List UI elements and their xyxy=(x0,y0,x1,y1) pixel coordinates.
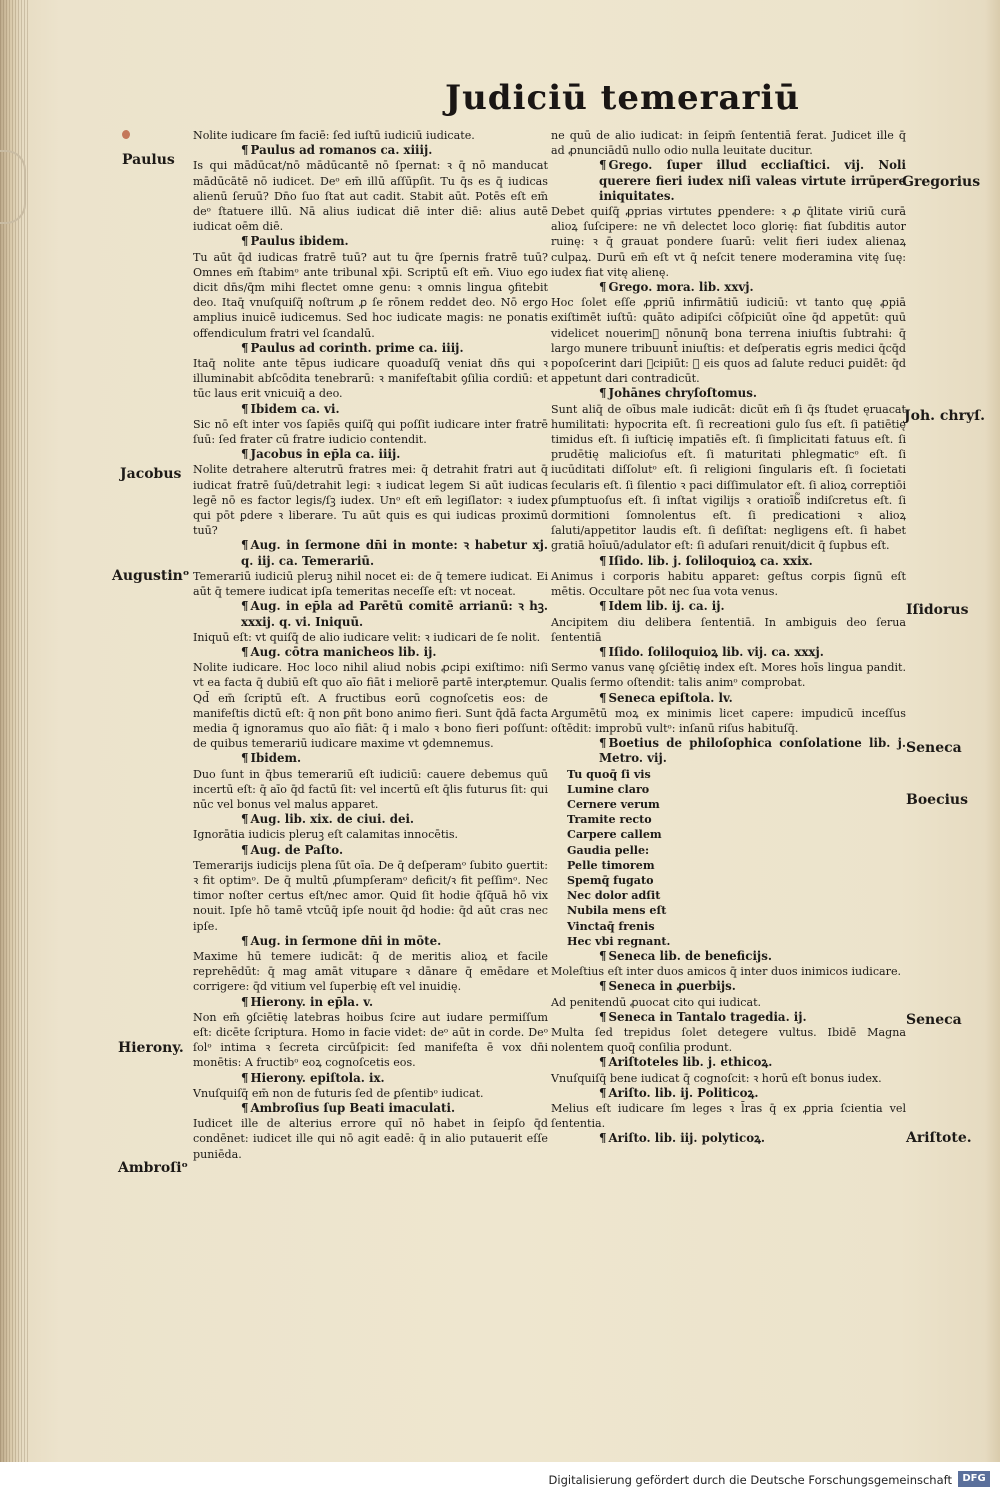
margin-note-augustinus: Augustinᵒ xyxy=(112,568,190,584)
text-paragraph: Melius eſt iudicare ſm leges ꝛ l̄ras q̄ ex ꝓpria ſcientia vel ſententia. xyxy=(551,1102,906,1131)
citation-heading: ¶ Aug. in ſermone dn̄i in mōte. xyxy=(193,934,548,949)
citation-heading: ¶ Seneca lib. de beneficijs. xyxy=(551,949,906,964)
page-title: Judiciū temerariū xyxy=(445,78,801,118)
text-paragraph: Sic nō eſt inter vos ſapiēs quiſq̄ qui poſſit iudicare inter fratrē ſuū: ſed frater cū fratre iudicio contendit. xyxy=(193,417,548,447)
text-paragraph: Hoc ſolet eſſe ꝓpriū infirmātiū iudiciū: vt tanto quę ꝓpiā exiſtimēt iuſtū: quāto adipiſci cōſpiciūt oīne q̄d appetūt: quū videlicet nouerim᷑ nōnunq̄ bona terrena iniuſtis ſubtrahi: q̄ largo munere tribuunt̄ iniuſtis: et deſperatis egris medici q̄cq̄d popoſcerint dari ꝯcipiūt: ꝛ eis quos ad ſalute reduci ꝑuidēt: q̄d appetunt dari contradicūt. xyxy=(551,296,906,386)
citation-heading: ¶ Seneca epiſtola. lv. xyxy=(551,691,906,706)
text-paragraph: Ad penitendū ꝓuocat cito qui iudicat. xyxy=(551,995,762,1009)
text-paragraph: Nolite iudicare ſm faciē: ſed iuſtū iudiciū iudicate. xyxy=(193,129,475,142)
margin-note-seneca-2: Seneca xyxy=(906,1012,962,1028)
citation-heading: ¶ Grego. mora. lib. xxvj. xyxy=(551,280,906,295)
citation-heading: ¶ Aug. in ſermone dn̄i in monte: ꝛ habetur xj. q. iij. ca. Temerariū. xyxy=(193,538,548,568)
citation-heading: ¶ Iſido. lib. j. ſoliloquioꝝ ca. xxix. xyxy=(551,554,906,569)
funding-credit: Digitalisierung gefördert durch die Deutsche Forschungsgemeinschaft xyxy=(548,1473,952,1487)
text-paragraph: Multa ſed trepidus ſolet detegere vultus. Ibidē Magna nolentem quoq̄ conſilia produnt. xyxy=(551,1025,906,1055)
text-paragraph: Debet quiſq̄ ꝓprias virtutes ꝑpendere: ꝛ ꝓ q̄litate viriū curā alioꝝ ſuſcipere: ne vn̄ delectet loco glorię: fiat ſubditis autor ruinę: ꝛ q̄ grauat pondere ſuarū: velit fieri iudex alienaꝝ culpaꝝ. Durū em̄ eſt vt q̄ neſcit tenere moderamina vitę ſuę: iudex fiat vitę alienę. xyxy=(551,205,906,279)
verse-line: Lumine claro xyxy=(567,782,650,796)
margin-note-paulus: Paulus xyxy=(122,152,175,168)
text-paragraph: Moleſtius eſt inter duos amicos q̄ inter duos inimicos iudicare. xyxy=(551,965,902,979)
margin-note-aristoteles: Ariſtote. xyxy=(906,1130,972,1146)
verse-line: Pelle timorem xyxy=(567,858,655,872)
text-paragraph: Vnuſquiſq̄ bene iudicat q̄ cognoſcit: ꝛ horū eſt bonus iudex. xyxy=(551,1071,882,1085)
text-paragraph: Is qui mādūcat/nō mādūcantē nō ſpernat: ꝛ q̄ nō manducat mādūcātē nō iudicet. Deᵒ em̄ illū aſſūpſit. Tu q̄s es q̄ iudicas alienū ſeruū? Dn̄o ſuo ſtat aut cadit. Stabit aūt. Potēs eſt em̄ deᵒ ſtatuere illū. Nā alius iudicat diē inter diē: alius autē iudicat oēm diē. xyxy=(193,159,548,234)
ink-spot xyxy=(122,130,130,139)
citation-heading: ¶ Jacobus in ep̄la ca. iiij. xyxy=(193,447,548,462)
citation-heading: ¶ Seneca in ꝓuerbijs. xyxy=(551,979,906,994)
text-paragraph: Animus i corporis habitu apparet: geſtus corꝑis ſignū eſt mētis. Occultare pōt nec ſua vota venus. xyxy=(551,569,906,599)
citation-heading: ¶ Grego. ſuper illud eccliaſtici. vij. Noli querere fieri iudex niſi valeas virtute irrūpere iniquitates. xyxy=(551,158,906,204)
text-paragraph: Argumētū moꝝ ex minimis licet capere: impudicū inceſſus oſtēdit: improbū vultᵒ: inſanū riſus habituſq̄. xyxy=(551,706,906,735)
text-paragraph: Nolite detrahere alterutrū fratres mei: q̄ detrahit fratri aut q̄ iudicat fratrē ſuū/detrahit legi: ꝛ iudicat legem Si aūt iudicas legē nō es factor legis/ſꝫ iudex. Unᵒ eſt em̄ legiſlator: ꝛ iudex qui pōt ꝑdere ꝛ liberare. Tu aūt quis es qui iudicas proximū tuū? xyxy=(193,463,548,538)
text-paragraph: Ignorātia iudicis pleruꝫ eſt calamitas innocētis. xyxy=(193,828,459,842)
text-paragraph: Iniquū eſt: vt quiſq̄ de alio iudicare velit: ꝛ iudicari de ſe nolit. xyxy=(193,630,541,644)
citation-heading: ¶ Ibidem. xyxy=(193,751,548,766)
text-paragraph: Sermo vanus vanę ꝯſciētię index eſt. Mores hoīs lingua pandit. Qualis ſermo oſtendit: talis animᵒ comprobat. xyxy=(551,661,906,690)
text-paragraph: Ancipitem diu delibera ſententiā. In ambiguis deo ſerua ſententiā xyxy=(551,615,906,644)
citation-heading: ¶ Ambroſius ſup Beati imaculati. xyxy=(193,1101,548,1116)
citation-heading: ¶ Ariſto. lib. ij. Politicoꝝ. xyxy=(551,1086,906,1101)
citation-heading: ¶ Aug. cōtra manicheos lib. ij. xyxy=(193,645,548,660)
citation-heading: ¶ Boetius de philoſophica conſolatione lib. j. Metro. vij. xyxy=(551,736,906,766)
text-paragraph: Non em̄ ꝯſciētię latebras hoibus ſcire aut iudare permiſſum eſt: dicēte ſcriptura. Homo in facie videt: deᵒ aūt in corde. Deᵒ ſolᵒ intima ꝛ ſecreta circūſpicit: ſed manifeſta ē vox dn̄i monētis: A fructibᵒ eoꝝ cognoſcetis eos. xyxy=(193,1010,548,1070)
verse-line: Tramite recto xyxy=(567,813,652,827)
citation-heading: ¶ Paulus ad romanos ca. xiiij. xyxy=(193,143,548,158)
citation-heading: ¶ Seneca in Tantalo tragedia. ij. xyxy=(551,1010,906,1025)
citation-heading: ¶ Idem lib. ij. ca. ij. xyxy=(551,599,906,614)
text-paragraph: Maxime hū temere iudicāt: q̄ de meritis alioꝝ et facile reprehēdūt: q̄ mag̱ amāt vituꝑare ꝛ dānare q̄ emēdare et corrigere: q̄d vitium vel ſuperbię eſt vel inuidię. xyxy=(193,949,548,994)
verse-line: Gaudia pelle: xyxy=(567,843,650,857)
margin-note-gregorius: Gregorius xyxy=(902,174,981,190)
margin-note-boecius: Boecius xyxy=(906,792,968,808)
citation-heading: ¶ Aug. lib. xix. de ciui. dei. xyxy=(193,812,548,827)
citation-heading: ¶ Paulus ibidem. xyxy=(193,234,548,249)
margin-note-ambrosius: Ambroſiᵒ xyxy=(118,1160,189,1176)
verse-line: Tu quoq̄ ſi vis xyxy=(567,767,651,781)
citation-heading: ¶ Iſido. ſoliloquioꝝ lib. vij. ca. xxxj. xyxy=(551,645,906,660)
text-paragraph: Temerariū iudiciū pleruꝫ nihil nocet ei: de q̄ temere iudicat. Ei aūt q̄ temere iudicat ipſa temeritas neceſſe eſt: vt noceat. xyxy=(193,569,548,599)
citation-heading: ¶ Ariſtoteles lib. j. ethicoꝝ. xyxy=(551,1055,906,1070)
text-paragraph: Nolite iudicare. Hoc loco nihil aliud nobis ꝓcipi exiſtimo: niſi vt ea facta q̄ dubiū eſt quo aīo fiāt i meliorē partē interꝓtemur. Qd̄ em̄ ſcriptū eſt. A fructibus eorū cognoſcetis eos: de manifeſtis dictū eſt: q̄ non ꝑñt bono animo fieri. Sunt q̄dā facta media q̄ ignoramus quo aīo fiāt: q̄ i malo ꝛ bono fieri poſſunt: de quibus temerariū iudicare maxime vt ꝯdemnemus. xyxy=(193,661,548,751)
citation-heading: ¶ Aug. de Paſto. xyxy=(193,843,548,858)
verse-line: Nec dolor adſit xyxy=(567,889,661,903)
text-paragraph: ne quū de alio iudicat: in ſeipm̄ ſententiā ferat. Judicet ille q̄ ad ꝓnunciādū nullo odio nulla leuitate ducitur. xyxy=(551,129,906,158)
verse-line: Spemq̄ fugato xyxy=(567,873,654,887)
text-paragraph: Iudicet ille de alterius errore quī nō habet in ſeipſo q̄d condēnet: iudicet ille qui nō agit eadē: q̄ in alio putauerit eſſe puniēda. xyxy=(193,1117,548,1161)
text-paragraph: Tu aūt q̄d iudicas fratrē tuū? aut tu q̄re ſpernis fratrē tuū? Omnes em̄ ſtabimᵒ ante tribunal xp̄i. Scriptū eſt em̄. Viuo ego dicit dn̄s/q̄m mihi flectet omne genu: ꝛ omnis lingua ꝯfitebit deo. Itaq̄ vnuſquiſq̄ noſtrum ꝓ ſe rōnem reddet deo. Nō ergo amplius inuicē iudicemus. Sed hoc iudicate magis: ne ponatis offendiculum fratri vel ſcandalū. xyxy=(193,250,548,340)
text-paragraph: Sunt aliq̄ de oībus male iudicāt: dicūt em̄ ſi q̄s ſtudet ęruacat humilitati: hypocrita eſt. ſi recreationi gulo ſus eſt. ſi patiētię timidus eſt. ſi iuſticię impatiēs eſt. ſi ſimplicitati fatuus eſt. ſi prudētię malicioſus eſt. ſi maturitati phlegmaticᵒ eſt. ſi iucūditati diſſolutᵒ eſt. ſi religioni ſingularis eſt. ſi ſocietati ſecularis eſt. ſi ſilentio ꝛ paci diſſimulator eſt. ſi alioꝝ correptiōi ꝑſumptuoſus eſt. ſi inſtat vigilijs ꝛ oratioīb᷑ indiſcretus eſt. ſi dormitioni ſomnolentus eſt. ſi predicationi ꝛ alioꝝ ſaluti/appetitor laudis eſt. ſi deſiſtat: negligens eſt. ſi habet gratiā hoīuū/adulator eſt: ſi aduſari renuit/dicit q̄ ſupbus eſt. xyxy=(551,402,906,553)
citation-heading: ¶ Hierony. epiſtola. ix. xyxy=(193,1071,548,1086)
left-text-column xyxy=(193,128,548,1162)
text-paragraph: Itaq̄ nolite ante tēpus iudicare quoaduſq̄ veniat dn̄s qui ꝛ illuminabit abſcōdita tenebrarū: ꝛ manifeſtabit ꝯſilia cordiū: et tūc laus erit vnicuiq̄ a deo. xyxy=(193,357,548,401)
text-paragraph: Temerarijs iudicijs plena ſūt oīa. De q̄ deſperamᵒ ſubito ꝯuertit: ꝛ fit optimᵒ. De q̄ multū ꝓſumpſeramᵒ deficit/ꝛ fit peſſimᵒ. Nec timor noſter certus eſt/nec amor. Quid ſit hodie q̄ſq̄uā hō vix nouit. Ipſe hō tamē vtcūq̄ ipſe nouit q̄d hodie: q̄d aūt cras nec ipſe. xyxy=(193,858,548,933)
citation-heading: ¶ Johānes chryſoſtomus. xyxy=(551,386,906,401)
citation-heading: ¶ Hierony. in ep̄la. v. xyxy=(193,995,548,1010)
footer-bar xyxy=(0,1462,1000,1497)
citation-heading: ¶ Aug. in ep̄la ad Parētū comitē arrianū: ꝛ hꝫ. xxxij. q. vi. Iniquū. xyxy=(193,599,548,629)
right-text-column xyxy=(551,128,906,1147)
citation-heading: ¶ Ibidem ca. vi. xyxy=(193,402,548,417)
margin-note-isidorus: Iſidorus xyxy=(906,602,969,618)
margin-note-chrysostomus: Joh. chryſ. xyxy=(904,408,985,424)
citation-heading: ¶ Ariſto. lib. iij. polyticoꝝ. xyxy=(551,1131,906,1146)
binding-hole xyxy=(0,150,26,224)
verse-line: Cernere verum xyxy=(567,797,660,811)
dfg-logo: DFG xyxy=(958,1471,990,1487)
margin-note-hieronymus: Hierony. xyxy=(118,1040,184,1056)
verse-line: Hec vbi regnant. xyxy=(567,934,671,948)
verse-line: Carpere callem xyxy=(567,828,662,842)
margin-note-jacobus: Jacobus xyxy=(120,466,182,482)
margin-note-seneca: Seneca xyxy=(906,740,962,756)
verse-line: Vinctaq̄ frenis xyxy=(567,919,655,933)
verse-line: Nubila mens eſt xyxy=(567,904,667,918)
text-paragraph: Duo ſunt in q̄bus temerariū eſt iudiciū: cauere debemus quū incertū eſt: q̄ aīo q̄d factū ſit: vel incertū eſt q̄lis futurus ſit: qui nūc vel bonus vel malus apparet. xyxy=(193,767,548,811)
citation-heading: ¶ Paulus ad corinth. prime ca. iiij. xyxy=(193,341,548,356)
text-paragraph: Vnuſquiſq̄ em̄ non de futuris ſed de ꝑſentibᵒ iudicat. xyxy=(193,1086,484,1100)
